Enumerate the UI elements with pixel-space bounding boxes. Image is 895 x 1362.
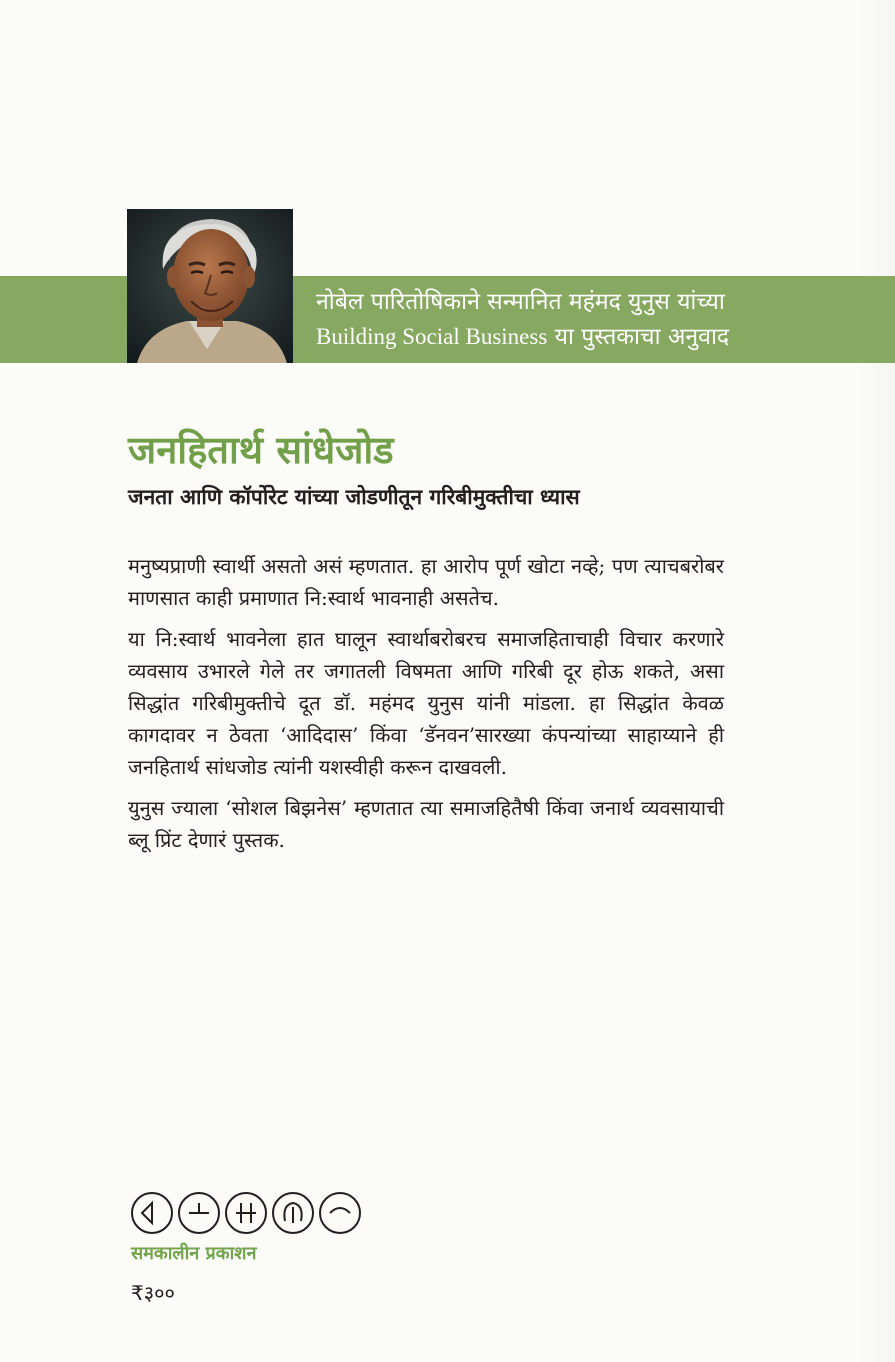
author-photo: [127, 209, 293, 363]
blurb-paragraph: युनुस ज्याला ‘सोशल बिझनेस’ म्हणतात त्या समाजहितैषी किंवा जनार्थ व्यवसायाची ब्लू प्रिंट देणारं पुस्तक.: [128, 796, 724, 852]
publisher-logo: [130, 1191, 362, 1235]
book-title: जनहितार्थ सांधेजोड: [128, 428, 394, 472]
banner-award-line: नोबेल पारितोषिकाने सन्मानित महंमद युनुस यांच्या: [316, 289, 725, 315]
original-book-title: Building Social Business: [316, 324, 548, 349]
translation-note: या पुस्तकाचा अनुवाद: [554, 324, 730, 350]
blurb: [128, 550, 724, 865]
price: ₹३००: [131, 1281, 175, 1305]
book-subtitle: जनता आणि कॉर्पोरेट यांच्या जोडणीतून गरिबीमुक्तीचा ध्यास: [128, 485, 580, 509]
banner-text: [316, 285, 886, 354]
blurb-paragraph: या नि:स्वार्थ भावनेला हात घालून स्वार्थाबरोबरच समाजहिताचाही विचार करणारे व्यवसाय उभारले गेले तर जगातली विषमता आणि गरिबी दूर होऊ शकते, असा सिद्धांत गरिबीमुक्तीचे दूत डॉ. महंमद युनुस यांनी मांडला. हा सिद्धांत केवळ कागदावर न ठेवता ‘आदिदास’ किंवा ‘डॅनवन’सारख्या कंपन्यांच्या साहाय्याने ही जनहितार्थ सांधजोड त्यांनी यशस्वीही करून दाखवली.: [128, 627, 724, 779]
author-portrait-image: [127, 209, 293, 363]
cover-edge-shading: [859, 0, 895, 1362]
publisher-name: समकालीन प्रकाशन: [131, 1243, 257, 1264]
banner-translation-line: [316, 320, 886, 354]
blurb-paragraph: मनुष्यप्राणी स्वार्थी असतो असं म्हणतात. हा आरोप पूर्ण खोटा नव्हे; पण त्याचबरोबर माणसात काही प्रमाणात नि:स्वार्थ भावनाही असतेच.: [128, 554, 724, 610]
